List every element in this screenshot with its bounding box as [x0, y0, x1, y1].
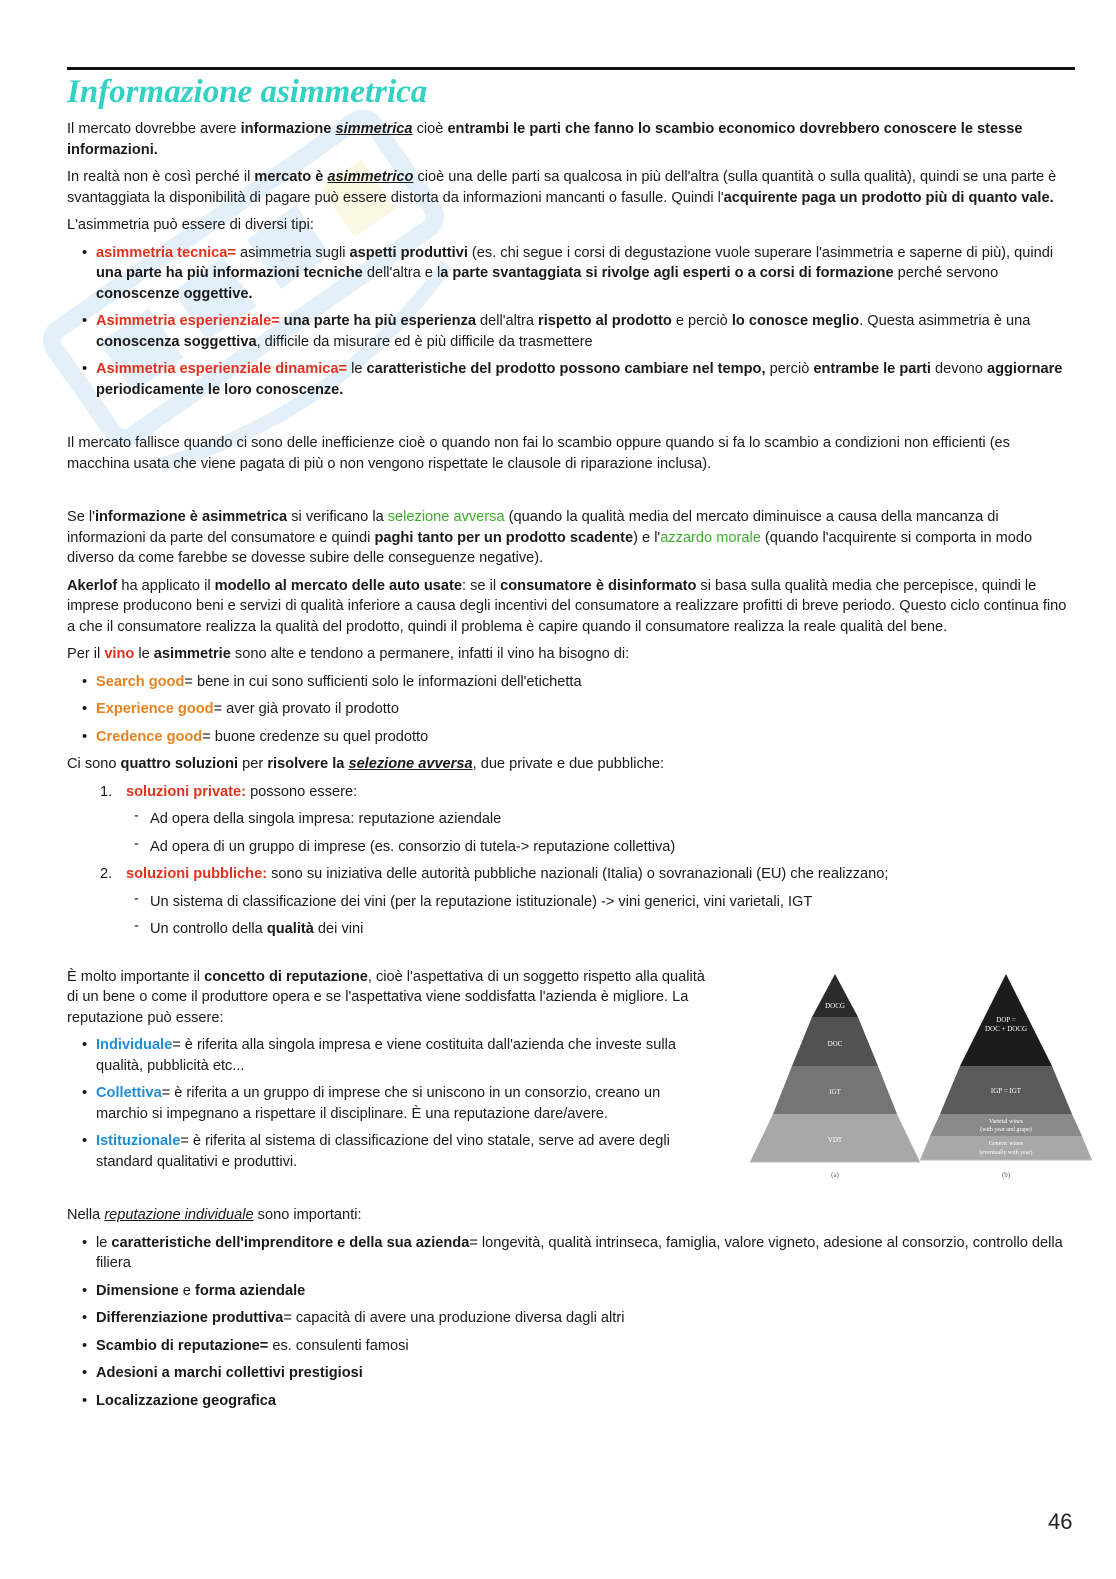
list-item: • Differenziazione produttiva= capacità di avere una produzione diversa dagli altri: [67, 1308, 1075, 1329]
intro-paragraph-2: In realtà non è così perché il mercato è asimmetrico cioè una delle parti sa qualcosa in più dell'altra (sulla quantità o sulla qualità), quindi se una parte è svantaggiata la disponibilità di pagare può essere distorta da informazioni mancanti o fasulle. Quindi l'acquirente paga un prodotto più di quanto vale.: [67, 169, 1057, 206]
pyramid-b-label-generic-1: Generic wines: [988, 1140, 1024, 1147]
pyramid-b-label-varietal-2: (with year and grape): [980, 1126, 1032, 1133]
list-item: • Credence good= buone credenze su quel prodotto: [67, 727, 1075, 748]
reputation-section: [67, 967, 1075, 1179]
pyramid-b-label-generic-2: (eventually with year): [979, 1149, 1033, 1156]
list-item: • Adesioni a marchi collettivi prestigiosi: [67, 1363, 1075, 1384]
list-item: - Ad opera della singola impresa: reputazione aziendale: [126, 809, 1075, 830]
list-item: • Istituzionale= è riferita al sistema di classificazione del vino statale, serve ad avere degli standard qualitativi e produttivi.: [67, 1131, 712, 1172]
list-item: • Asimmetria esperienziale dinamica= le caratteristiche del prodotto possono cambiare nel tempo, perciò entrambe le parti devono aggiornare periodicamente le loro conoscenze.: [67, 359, 1075, 400]
list-item: • Scambio di reputazione= es. consulenti famosi: [67, 1336, 1075, 1357]
list-item: • Asimmetria esperienziale= una parte ha più esperienza dell'altra rispetto al prodotto e perciò lo conosce meglio. Questa asimmetria è una conoscenza soggettiva, difficile da misurare ed è più difficile da trasmettere: [67, 311, 1075, 352]
top-rule: [67, 67, 1075, 70]
pyramid-a-label-vdt: VDT: [827, 1135, 843, 1144]
pyramid-b-label-varietal-1: Varietal wines: [988, 1118, 1024, 1125]
list-item: • Dimensione e forma aziendale: [67, 1281, 1075, 1302]
reputation-factors-list: [67, 1233, 1075, 1412]
pyramid-a-docg: [812, 974, 858, 1017]
goods-list: [67, 672, 1075, 748]
intro-paragraph-3: L'asimmetria può essere di diversi tipi:: [67, 217, 314, 233]
reputation-types-list: [67, 1035, 712, 1172]
sub-list: [126, 809, 1075, 857]
page-number: 46: [1048, 1509, 1073, 1534]
pyramid-caption-a: (a): [831, 1170, 839, 1179]
pyramid-b-generic: [920, 1136, 1092, 1160]
pyramid-b-label-dop-2: DOC + DOCG: [984, 1024, 1028, 1033]
list-item: • Collettiva= è riferita a un gruppo di imprese che si uniscono in un consorzio, creano un marchio si impegnano a rispettare il disciplinare. È una reputazione dare/avere.: [67, 1083, 712, 1124]
document-body: [67, 119, 1075, 1418]
sub-list: [126, 892, 1075, 940]
adverse-selection-paragraph: Se l'informazione è asimmetrica si verificano la selezione avversa (quando la qualità media del mercato diminuisce a causa della mancanza di informazioni da parte del consumatore e quindi paghi tanto per un prodotto scadente) e l'azzardo morale (quando l'acquirente si comporta in modo diverso da come farebbe se dovesse subire delle conseguenze negative).: [67, 509, 1033, 566]
pyramid-a-label-doc: DOC: [827, 1039, 843, 1048]
pyramid-b-label-dop-1: DOP =: [996, 1015, 1016, 1024]
list-item: - Ad opera di un gruppo di imprese (es. consorzio di tutela-> reputazione collettiva): [126, 837, 1075, 858]
market-failure-paragraph: Il mercato fallisce quando ci sono delle inefficienze cioè o quando non fai lo scambio oppure quando si fa lo scambio a condizioni non efficienti (es macchina usata che viene pagata di più o non vengono rispettate le clausole di riparazione inclusa).: [67, 435, 1010, 472]
wine-classification-pyramids: [750, 972, 1095, 1187]
list-item: • Localizzazione geografica: [67, 1391, 1075, 1412]
pyramid-b-label-igp: IGP = IGT: [990, 1086, 1022, 1095]
wine-paragraph: Per il vino le asimmetrie sono alte e tendono a permanere, infatti il vino ha bisogno di:: [67, 646, 630, 662]
individual-reputation-paragraph: Nella reputazione individuale sono importanti:: [67, 1207, 362, 1223]
list-item: - Un controllo della qualità dei vini: [126, 919, 1075, 940]
list-item: 2. soluzioni pubbliche: sono su iniziativa delle autorità pubbliche nazionali (Italia) o sovranazionali (EU) che realizzano; - Un sistema di classificazione dei vini (per la reputazione istituzionale) -> vini generici, vini varietali, IGT - Un controllo della qualità dei vini: [67, 864, 1075, 940]
list-item: 1. soluzioni private: possono essere: - Ad opera della singola impresa: reputazione aziendale - Ad opera di un gruppo di imprese (es. consorzio di tutela-> reputazione collettiva): [67, 782, 1075, 858]
pyramid-a-label-igt: IGT: [829, 1087, 841, 1096]
list-item: • Search good= bene in cui sono sufficienti solo le informazioni dell'etichetta: [67, 672, 1075, 693]
list-item: • Experience good= aver già provato il prodotto: [67, 699, 1075, 720]
pyramid-caption-b: (b): [1001, 1170, 1011, 1179]
solutions-intro-paragraph: Ci sono quattro soluzioni per risolvere la selezione avversa, due private e due pubbliche:: [67, 756, 665, 772]
list-item: • asimmetria tecnica= asimmetria sugli aspetti produttivi (es. chi segue i corsi di degustazione vuole superare l'asimmetria e saperne di più), quindi una parte ha più informazioni tecniche dell'altra e la parte svantaggiata si rivolge agli esperti o a corsi di formazione perché servono conoscenze oggettive.: [67, 243, 1075, 305]
reputation-paragraph: È molto importante il concetto di reputazione, cioè l'aspettativa di un soggetto rispetto alla qualità di un bene o come il produttore opera e se l'aspettativa viene soddisfatta l'azienda è migliore. La reputazione può essere:: [67, 968, 705, 1026]
page-title: Informazione asimmetrica: [67, 74, 428, 110]
intro-paragraph-1: Il mercato dovrebbe avere informazione simmetrica cioè entrambi le parti che fanno lo scambio economico dovrebbero conoscere le stesse informazioni.: [67, 121, 1023, 158]
list-item: • Individuale= è riferita alla singola impresa e viene costituita dall'azienda che investe sulla qualità, pubblicità etc...: [67, 1035, 712, 1076]
asymmetry-types-list: [67, 243, 1075, 401]
solutions-list: [67, 782, 1075, 940]
pyramid-a-label-docg: DOCG: [825, 1001, 845, 1010]
list-item: - Un sistema di classificazione dei vini (per la reputazione istituzionale) -> vini generici, vini varietali, IGT: [126, 892, 1075, 913]
akerlof-paragraph: Akerlof ha applicato il modello al mercato delle auto usate: se il consumatore è disinformato si basa sulla qualità media che percepisce, quindi le imprese producono beni e servizi di qualità inferiore a causa degli incentivi del consumatore a realizzare profitti di breve periodo. Questo ciclo continua fino a che il consumatore realizza la qualità del prodotto, quindi il problema è capire quando il consumatore realizza la reale qualità del bene.: [67, 577, 1067, 635]
list-item: • le caratteristiche dell'imprenditore e della sua azienda= longevità, qualità intrinseca, famiglia, valore vigneto, adesione al consorzio, controllo della filiera: [67, 1233, 1075, 1274]
